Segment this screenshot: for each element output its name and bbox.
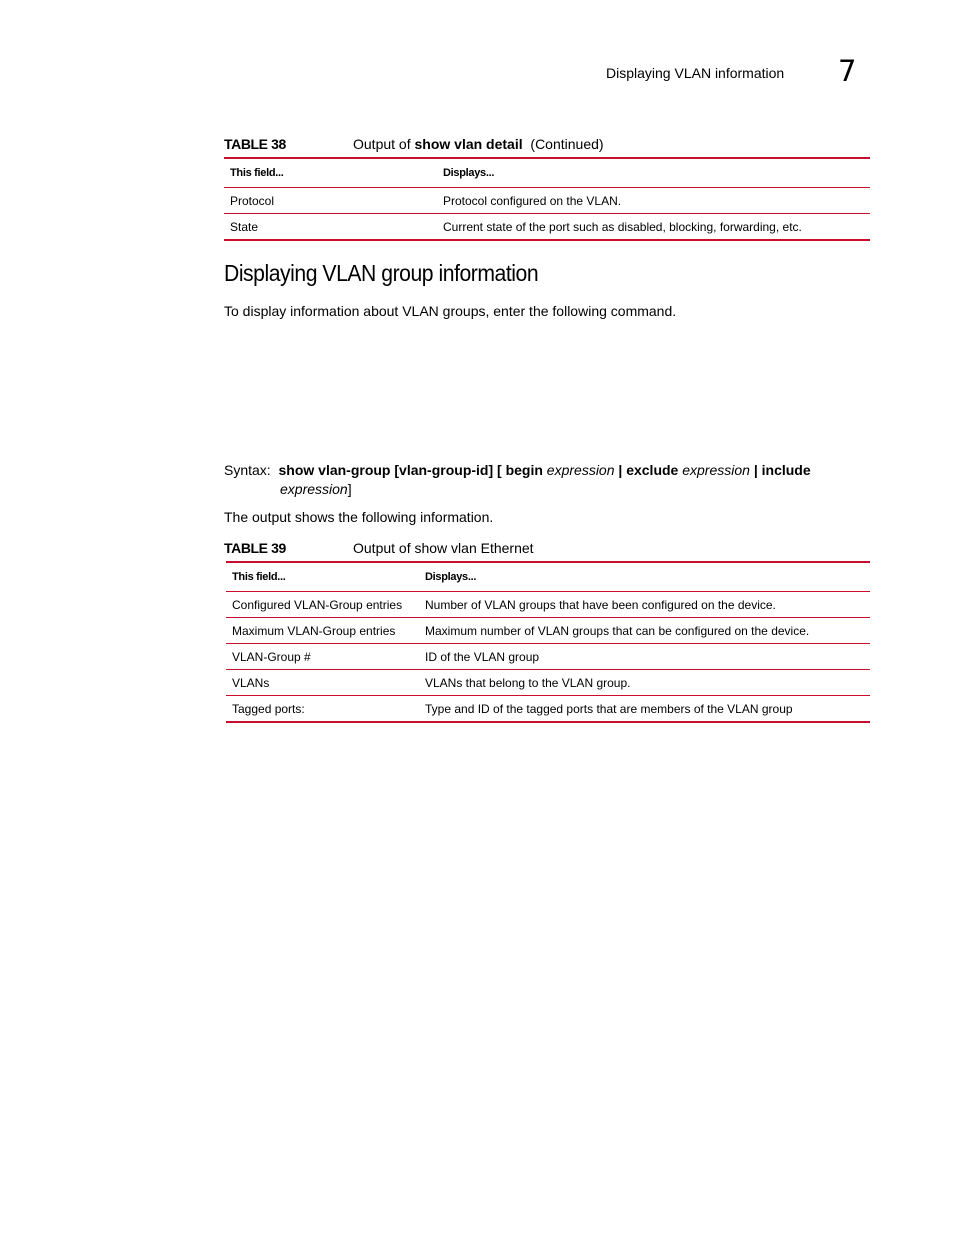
table-row — [226, 592, 870, 618]
chapter-number: 7 — [838, 54, 857, 88]
syntax-command: show vlan-group [vlan-group-id] [ begin — [278, 462, 543, 478]
column-header: This field... — [226, 562, 419, 592]
field-cell: State — [224, 214, 437, 241]
section-heading: Displaying VLAN group information — [224, 260, 539, 286]
field-cell: Maximum VLAN-Group entries — [226, 618, 419, 644]
table39-caption — [224, 540, 534, 556]
table38-label: TABLE 38 — [224, 136, 286, 152]
description-cell: Current state of the port such as disabled, blocking, forwarding, etc. — [437, 214, 870, 241]
intro-paragraph: To display information about VLAN groups, enter the following command. — [224, 303, 677, 319]
syntax-exclude: exclude — [626, 462, 679, 478]
table-row — [224, 214, 870, 241]
table-row — [226, 618, 870, 644]
table-row — [226, 696, 870, 723]
description-cell: Maximum number of VLAN groups that can be configured on the device. — [419, 618, 870, 644]
table-header-row — [226, 562, 870, 592]
field-cell: Tagged ports: — [226, 696, 419, 723]
table38-caption-command: show vlan detail — [414, 136, 523, 152]
field-cell: VLAN-Group # — [226, 644, 419, 670]
syntax-close-bracket: ] — [347, 481, 352, 497]
syntax-include: include — [761, 462, 811, 478]
field-cell: VLANs — [226, 670, 419, 696]
syntax-continuation — [224, 480, 824, 499]
table-row — [226, 670, 870, 696]
running-header: Displaying VLAN information — [606, 65, 785, 81]
table38-caption-prefix: Output of — [353, 136, 415, 152]
syntax-expression: expression — [546, 462, 615, 478]
syntax-pipe: | — [753, 462, 758, 478]
description-cell: Type and ID of the tagged ports that are members of the VLAN group — [419, 696, 870, 723]
syntax-expression: expression — [280, 481, 348, 497]
syntax-pipe: | — [618, 462, 623, 478]
field-cell: Configured VLAN-Group entries — [226, 592, 419, 618]
table39-caption-text: Output of show vlan Ethernet — [353, 540, 534, 556]
description-cell: ID of the VLAN group — [419, 644, 870, 670]
description-cell: VLANs that belong to the VLAN group. — [419, 670, 870, 696]
column-header: Displays... — [419, 562, 870, 592]
output-intro: The output shows the following information. — [224, 509, 494, 525]
description-cell: Number of VLAN groups that have been configured on the device. — [419, 592, 870, 618]
table38 — [224, 157, 870, 241]
syntax-label: Syntax: — [224, 462, 271, 478]
column-header: Displays... — [437, 158, 870, 188]
table-row — [226, 644, 870, 670]
field-cell: Protocol — [224, 188, 437, 214]
table38-caption — [224, 136, 604, 152]
table39 — [226, 561, 870, 723]
table39-label: TABLE 39 — [224, 540, 286, 556]
table-header-row — [224, 158, 870, 188]
syntax-block — [224, 461, 824, 499]
syntax-expression: expression — [682, 462, 750, 478]
table-row — [224, 188, 870, 214]
table38-caption-suffix: (Continued) — [530, 136, 604, 152]
column-header: This field... — [224, 158, 437, 188]
description-cell: Protocol configured on the VLAN. — [437, 188, 870, 214]
